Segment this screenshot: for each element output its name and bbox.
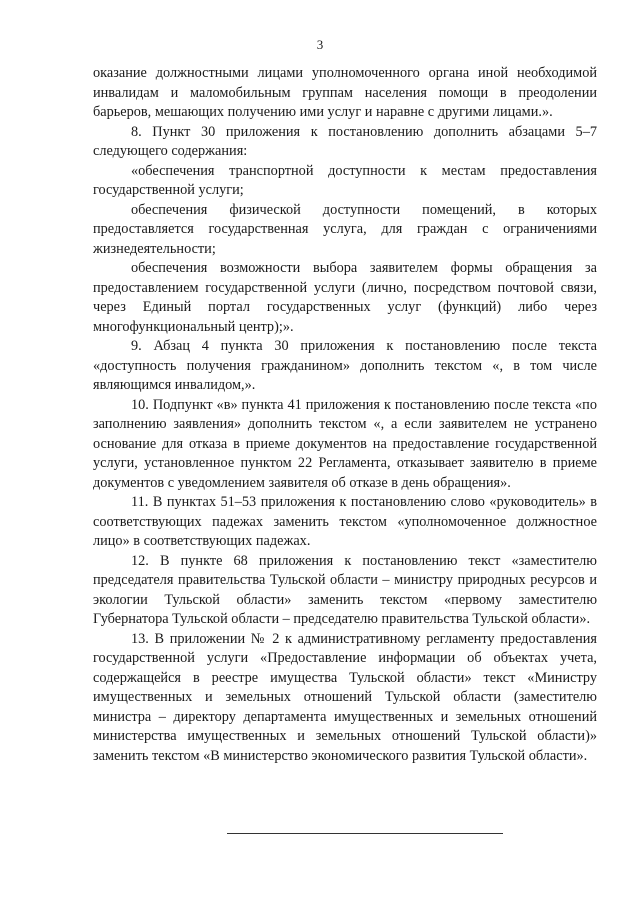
paragraph-item-12: 12. В пункте 68 приложения к постановлению текст «заместителю председателя правительства Тульской области – министру природных ресурсов и экологии Тульской области» заменить текстом «первому заместителю Губернатора Тульской области – председателю правительства Тульской области». [93, 552, 597, 627]
paragraph-continuation: оказание должностными лицами уполномоченного органа иной необходимой инвалидам и маломобильным группам населения помощи в преодолении барьеров, мешающих получению ими услуг и наравне с другими лицами.». [93, 65, 597, 120]
paragraph-item-8: 8. Пункт 30 приложения к постановлению дополнить абзацами 5–7 следующего содержания: [93, 123, 597, 159]
paragraph-item-11: 11. В пунктах 51–53 приложения к постановлению слово «руководитель» в соответствующих падежах заменить текстом «уполномоченное должностное лицо» в соответствующих падежах. [93, 494, 597, 549]
document-body [93, 64, 597, 766]
paragraph-item-8-physical: обеспечения физической доступности помещений, в которых предоставляется государственная услуга, для граждан с ограничениями жизнедеятельности; [93, 201, 597, 257]
paragraph-item-13: 13. В приложении № 2 к административному регламенту предоставления государственной услуги «Предоставление информации об объектах учета, содержащейся в реестре имущества Тульской области» текст «Министру имущественных и земельных отношений Тульской области (заместителю министра – директору департамента имущественных и земельных отношений министерства имущественных и земельных отношений Тульской области)» заменить текстом «В министерство экономического развития Тульской области». [93, 630, 597, 764]
page-number: 3 [316, 37, 324, 52]
paragraph-item-9: 9. Абзац 4 пункта 30 приложения к постановлению после текста «доступность получения гражданином» дополнить текстом «, в том числе являющимся инвалидом,». [93, 338, 597, 393]
closing-divider [227, 833, 503, 834]
paragraph-item-8-choice: обеспечения возможности выбора заявителем формы обращения за предоставлением государственной услуги (лично, посредством почтовой связи, через Единый портал государственных услуг (функций) либо через многофункциональный центр);». [93, 260, 597, 335]
paragraph-item-10: 10. Подпункт «в» пункта 41 приложения к постановлению после текста «по заполнению заявления» дополнить текстом «, а если заявителем не устранено основание для отказа в приеме документов на предоставление государственной услуги, установленное пунктом 22 Регламента, отказывает заявителю в приеме документов с уведомлением заявителя об отказе в день обращения». [93, 396, 597, 491]
paragraph-item-8-transport: «обеспечения транспортной доступности к местам предоставления государственной услуги; [93, 162, 597, 198]
